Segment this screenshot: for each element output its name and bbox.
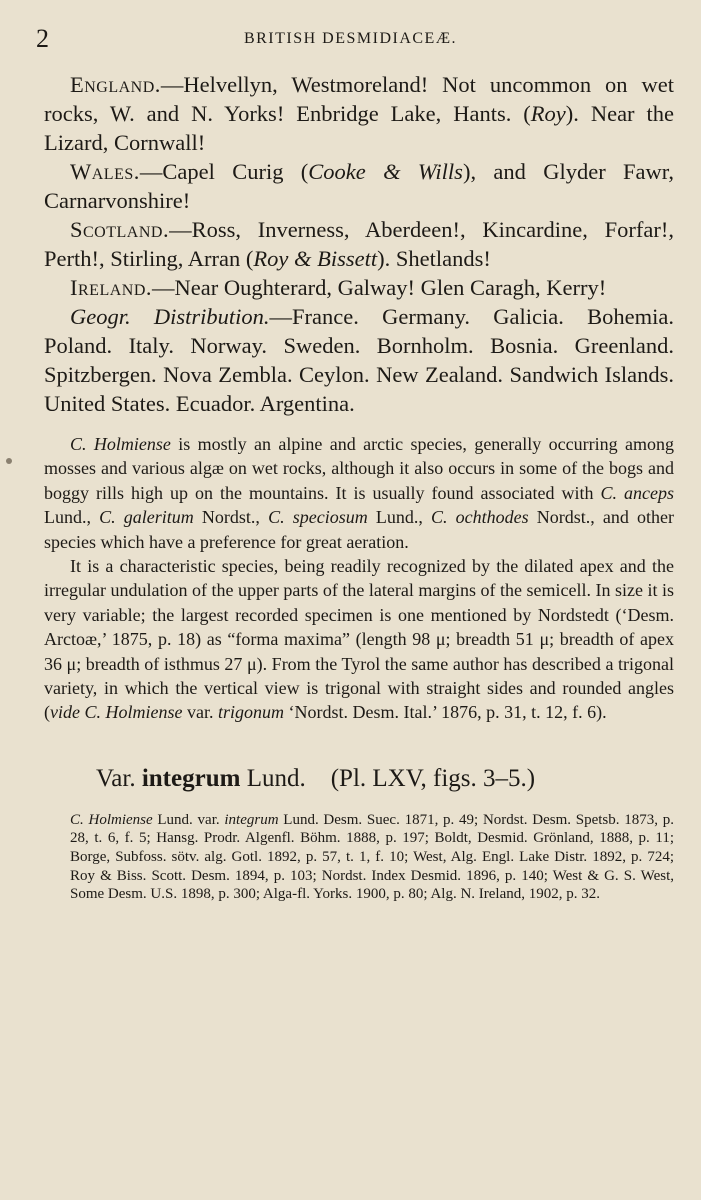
variety-name: trigonum [217, 702, 284, 723]
scotland-label: Scotland. [70, 217, 170, 242]
ireland-label: Ireland. [70, 275, 153, 300]
scotland-roy: Roy & Bissett [253, 246, 378, 271]
habitat-paragraph [44, 432, 674, 554]
variety-plate-ref: Lund. (Pl. LXV, figs. 3–5.) [240, 764, 536, 792]
spacer [44, 418, 674, 432]
england-label: England. [70, 72, 161, 97]
spacer [44, 725, 674, 763]
geogr-paragraph [44, 302, 674, 418]
page-number: 2 [36, 24, 49, 53]
species-name: C. anceps [600, 482, 674, 503]
page-body [44, 70, 674, 904]
variety-name: integrum [224, 811, 279, 828]
species-name: vide C. Holmiense [50, 702, 183, 723]
species-name: C. Holmiense [70, 434, 171, 454]
reference-list: Lund. Desm. Suec. 1871, p. 49; Nordst. Desm. Spetsb. 1873, p. 28, t. 6, f. 5; Hansg. Prodr. Algenfl. Böhm. 1888, p. 197; Boldt, Desmid. Grönland, 1888, p. 11; Borge, Subfoss. sötv. alg. Gotl. 1892, p. 57, t. 1, f. 10; West, Alg. Engl. Lake Distr. 1892, p. 724; Roy & Biss. Scott. Desm. 1894, p. 103; Nordst. Index Desmid. 1896, p. 140; West & G. S. West, Some Desm. U.S. 1898, p. 300; Alga-fl. Yorks. 1900, p. 80; Alg. N. Ireland, 1902, p. 32. [70, 811, 674, 903]
england-text-2: ). Near the Lizard, Cornwall! [44, 101, 674, 155]
geogr-text: —France. Germany. Galicia. Bohemia. Poland. Italy. Norway. Sweden. Bornholm. Bosnia. Greenland. Spitzbergen. Nova Zembla. Ceylon. New Zealand. Sandwich Islands. United States. Ecuador. Argentina. [44, 304, 674, 416]
page-mark [6, 458, 12, 464]
ireland-paragraph [44, 273, 674, 302]
reference-text: Lund. var. [152, 811, 225, 828]
spacer [44, 795, 674, 811]
habitat-text: is mostly an alpine and arctic species, generally occurring among mosses and various algæ on wet rocks, although it also occurs in some of the bogs and boggy rills high up on the mountains. It is usually found associated with [44, 434, 674, 503]
england-roy: Roy [530, 101, 566, 126]
variety-heading [96, 763, 674, 795]
page-header [36, 24, 665, 54]
wales-paragraph [44, 157, 674, 215]
species-name: C. galeritum [99, 507, 194, 528]
author-text: Lund., [367, 507, 431, 528]
description-paragraph [44, 554, 674, 725]
wales-cooke: Cooke & Wills [308, 159, 463, 184]
species-name: C. Holmiense [70, 811, 153, 828]
variety-name: integrum [141, 764, 241, 792]
ireland-text: —Near Oughterard, Galway! Glen Caragh, Kerry! [152, 275, 607, 300]
scotland-paragraph [44, 215, 674, 273]
wales-text-2: ), and Glyder Fawr, Carnarvonshire! [44, 159, 674, 213]
england-paragraph [44, 70, 674, 157]
species-name: C. ochthodes [430, 507, 529, 528]
wales-label: Wales. [70, 159, 140, 184]
variety-prefix: Var. [96, 764, 142, 792]
description-text-end: ‘Nordst. Desm. Ital.’ 1876, p. 31, t. 12, f. 6). [283, 702, 607, 723]
england-text-1: —Helvellyn, Westmoreland! Not uncommon on wet rocks, W. and N. Yorks! Enbridge Lake, Hants. ( [44, 72, 674, 126]
geogr-label: Geogr. Distribution. [70, 304, 270, 329]
scotland-text-2: ). Shetlands! [377, 246, 491, 271]
description-text: It is a characteristic species, being readily recognized by the dilated apex and the irregular undulation of the upper parts of the lateral margins of the semicell. In size it is very variable; the largest recorded specimen is one mentioned by Nordstedt (‘Desm. Arctoæ,’ 1875, p. 18) as “forma maxima” (length 98 μ; breadth 51 μ; breadth of apex 36 μ; breadth of isthmus 27 μ). From the Tyrol the same author has described a trigonal variety, in which the vertical view is trigonal with straight sides and rounded angles ( [44, 556, 674, 723]
wales-text-1: —Capel Curig ( [139, 159, 309, 184]
habitat-text-end: Nordst., and other species which have a preference for great aeration. [44, 507, 675, 552]
author-text: Nordst., [193, 507, 269, 528]
description-text: var. [182, 702, 218, 723]
species-name: C. speciosum [268, 507, 368, 528]
scotland-text-1: —Ross, Inverness, Aberdeen!, Kincardine, Forfar!, Perth!, Stirling, Arran ( [44, 217, 674, 271]
references-paragraph [70, 811, 674, 904]
running-head: BRITISH DESMIDIACEÆ. [243, 30, 458, 47]
author-text: Lund., [44, 507, 100, 528]
